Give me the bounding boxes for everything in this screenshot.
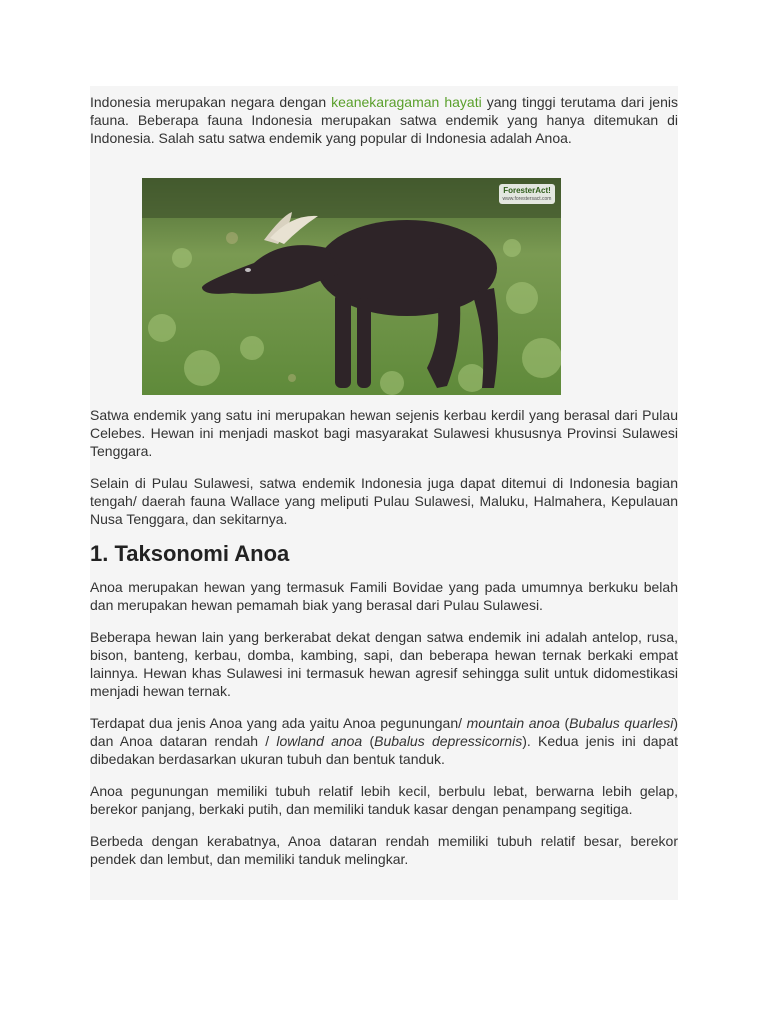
article-body [90, 86, 678, 900]
paragraph-dua-jenis [90, 714, 678, 768]
p3-italic-bubalus-quarlesi: Bubalus quarlesi [569, 715, 674, 731]
intro-text-after: yang tinggi terutama dari jenis fauna. Beberapa fauna Indonesia merupakan satwa endemik yang hanya ditemukan di Indonesia. Salah satu satwa endemik yang popular di Indonesia adalah Anoa. [90, 94, 678, 146]
p3-text-3: ) dan Anoa dataran rendah / [90, 715, 678, 749]
paragraph-kerabat: Beberapa hewan lain yang berkerabat dekat dengan satwa endemik ini adalah antelop, rusa, bison, banteng, kerbau, domba, kambing, sapi, dan beberapa hewan ternak berkaki empat lainnya. Hewan khas Sulawesi ini termasuk hewan agresif sehingga sulit untuk didomestikasi menjadi hewan ternak. [90, 629, 678, 699]
anoa-photo [142, 178, 561, 395]
badge-url: www.forestersact.com [502, 196, 552, 202]
paragraph-famili-bovidae: Anoa merupakan hewan yang termasuk Famili Bovidae yang pada umumnya berkuku belah dan merupakan hewan pemamah biak yang berasal dari Pulau Sulawesi. [90, 579, 678, 613]
p3-italic-bubalus-depressicornis: Bubalus depressicornis [374, 733, 523, 749]
section-heading-taksonomi: 1. Taksonomi Anoa [90, 541, 290, 566]
anoa-illustration [142, 178, 561, 395]
p3-italic-lowland-anoa: lowland anoa [276, 733, 363, 749]
intro-paragraph [90, 93, 678, 147]
paragraph-anoa-dataran-rendah: Berbeda dengan kerabatnya, Anoa dataran rendah memiliki tubuh relatif besar, berekor pendek dan lembut, dan memiliki tanduk melingkar. [90, 833, 678, 867]
p3-text-2: ( [559, 715, 570, 731]
p3-text-5: ). Kedua jenis ini dapat dibedakan berdasarkan ukuran tubuh dan bentuk tanduk. [90, 733, 678, 767]
paragraph-anoa-pegunungan: Anoa pegunungan memiliki tubuh relatif lebih kecil, berbulu lebat, berwarna lebih gelap, berekor panjang, berkaki putih, dan memiliki tanduk kasar dengan penampang segitiga. [90, 783, 678, 817]
p3-italic-mountain-anoa: mountain anoa [466, 715, 560, 731]
keanekaragaman-hayati-link[interactable]: keanekaragaman hayati [331, 94, 482, 110]
badge-brand: ForesterAct! [503, 186, 551, 195]
forestersact-badge [499, 184, 555, 204]
p3-text-4: ( [362, 733, 375, 749]
intro-text-before: Indonesia merupakan negara dengan [90, 94, 332, 110]
paragraph-distribution: Selain di Pulau Sulawesi, satwa endemik Indonesia juga dapat ditemui di Indonesia bagian tengah/ daerah fauna Wallace yang meliputi Pulau Sulawesi, Maluku, Halmahera, Kepulauan Nusa Tenggara, dan sekitarnya. [90, 475, 678, 527]
p3-text-1: Terdapat dua jenis Anoa yang ada yaitu Anoa pegunungan/ [90, 715, 467, 731]
paragraph-sulawesi-origin: Satwa endemik yang satu ini merupakan hewan sejenis kerbau kerdil yang berasal dari Pulau Celebes. Hewan ini menjadi maskot bagi masyarakat Sulawesi khususnya Provinsi Sulawesi Tenggara. [90, 407, 678, 459]
